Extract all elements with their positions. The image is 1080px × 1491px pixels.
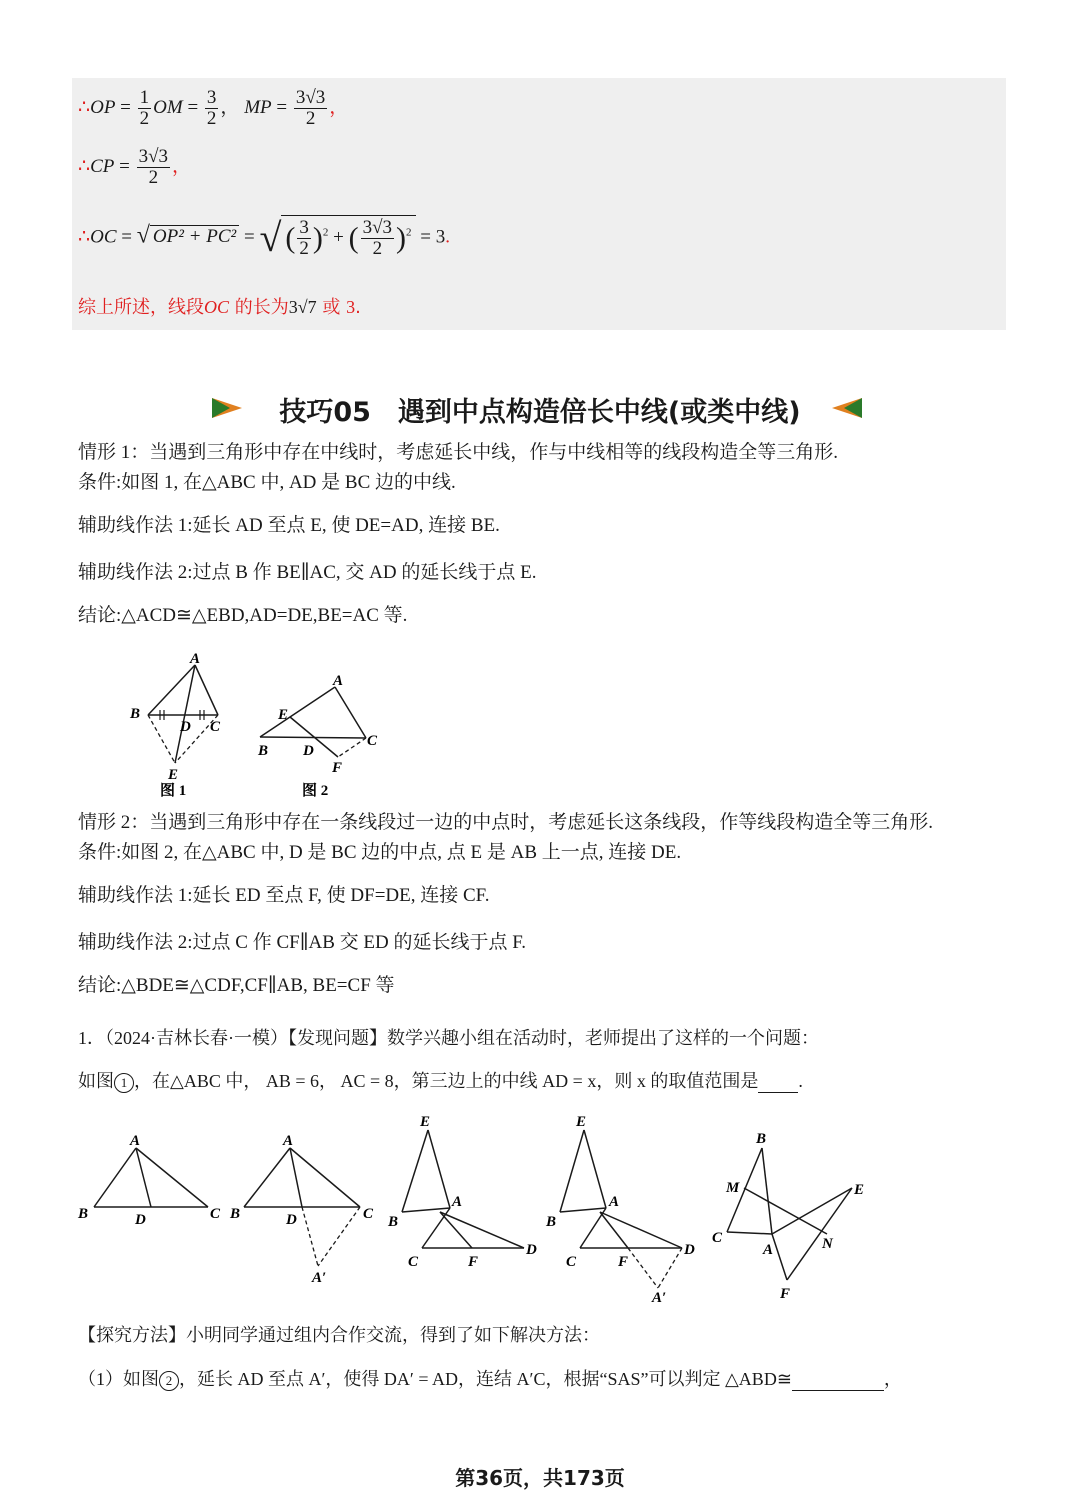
case2-method2: 辅助线作法 2:过点 C 作 CF∥AB 交 ED 的延长线于点 F.	[78, 932, 526, 953]
fig2-label-a: A	[333, 673, 344, 689]
fig1-label-d: D	[180, 719, 191, 735]
svg-text:D: D	[684, 1242, 695, 1258]
svg-text:C: C	[408, 1254, 419, 1270]
fig1-label-a: A	[190, 651, 201, 667]
case2-method1: 辅助线作法 1:延长 ED 至点 F, 使 DF=DE, 连接 CF.	[78, 885, 490, 906]
circle-number-2: 2	[159, 1371, 179, 1391]
problem-line-2: 如图 1 ，在△ABC 中， AB = 6， AC = 8，第三边上的中线 AD = x，则 x 的取值范围是 .	[78, 1071, 803, 1091]
case1-condition: 条件:如图 1, 在△ABC 中, AD 是 BC 边的中线.	[78, 472, 456, 493]
bottom-figure-5	[712, 1131, 864, 1302]
case1-method1: 辅助线作法 1:延长 AD 至点 E, 使 DE=AD, 连接 BE.	[78, 515, 500, 536]
page-footer: 第36页，共173页	[455, 1466, 625, 1490]
case1-method2: 辅助线作法 2:过点 B 作 BE∥AC, 交 AD 的延长线于点 E.	[78, 562, 537, 583]
figure-2	[257, 673, 378, 776]
case2-intro: 情形 2：当遇到三角形中存在一条线段过一边的中点时，考虑延长这条线段，作等线段构造全等三角形.	[78, 812, 934, 833]
fig1-label-c: C	[210, 719, 221, 735]
answer-blank-1[interactable]	[758, 1092, 798, 1093]
fig2-label-f: F	[332, 760, 343, 776]
problem-line-1: 1．（2024·吉林长春·一模）【发现问题】数学兴趣小组在活动时，老师提出了这样的一个问题：	[78, 1028, 819, 1048]
svg-text:B: B	[78, 1206, 89, 1222]
svg-text:E: E	[576, 1114, 587, 1130]
fig1-label-e: E	[168, 767, 179, 783]
svg-text:B: B	[230, 1206, 241, 1222]
svg-text:A: A	[130, 1133, 141, 1149]
svg-text:B: B	[756, 1131, 767, 1147]
svg-text:D: D	[286, 1212, 297, 1228]
svg-text:A: A	[609, 1194, 620, 1210]
svg-text:A′: A′	[312, 1270, 327, 1286]
svg-text:F: F	[618, 1254, 629, 1270]
svg-text:C: C	[712, 1230, 723, 1246]
bottom-figure-2	[229, 1133, 374, 1286]
solution-summary: 综上所述，线段OC 的长为3√7 或 3.	[78, 297, 361, 318]
arrow-left-icon	[830, 396, 864, 420]
case2-conclusion: 结论:△BDE≅△CDF,CF∥AB, BE=CF 等	[78, 975, 395, 996]
svg-text:C: C	[210, 1206, 221, 1222]
svg-text:A: A	[452, 1194, 463, 1210]
svg-text:F: F	[780, 1286, 791, 1302]
part-1: （1）如图 2 ，延长 AD 至点 A′，使得 DA′ = AD，连结 A′C，根据“SAS”可以判定 △ABD≅ ，	[78, 1369, 902, 1389]
svg-text:M: M	[726, 1180, 740, 1196]
solution-line-2: ∴CP = $\frac{3√3}{2}$ ，	[78, 146, 192, 188]
fig2-caption: 图 2	[302, 783, 329, 799]
fig1-label-b: B	[130, 706, 141, 722]
fig2-label-b: B	[258, 743, 269, 759]
explore-method: 【探究方法】小明同学通过组内合作交流，得到了如下解决方法：	[78, 1325, 600, 1345]
svg-text:F: F	[468, 1254, 479, 1270]
solution-line-1: ∴OP = $\frac{1}{2}$ OM = $\frac{3}{2}$ ， MP = $\frac{3√3}{2}$ ，	[78, 87, 349, 129]
case1-intro: 情形 1：当遇到三角形中存在中线时，考虑延长中线，作与中线相等的线段构造全等三角形.	[78, 442, 839, 463]
svg-text:E: E	[854, 1182, 865, 1198]
case2-condition: 条件:如图 2, 在△ABC 中, D 是 BC 边的中点, 点 E 是 AB 上一点, 连接 DE.	[78, 842, 682, 863]
bottom-figure-3	[387, 1114, 537, 1270]
fig1-caption: 图 1	[160, 783, 187, 799]
svg-text:E: E	[420, 1114, 431, 1130]
svg-text:C: C	[363, 1206, 374, 1222]
bottom-figure-1	[77, 1133, 221, 1228]
svg-text:B: B	[388, 1214, 399, 1230]
svg-text:A: A	[283, 1133, 294, 1149]
figure-1	[129, 651, 221, 783]
svg-text:D: D	[135, 1212, 146, 1228]
bottom-figure-4	[545, 1114, 695, 1306]
svg-text:D: D	[526, 1242, 537, 1258]
fig2-label-e: E	[278, 707, 289, 723]
svg-text:N: N	[822, 1236, 833, 1252]
svg-text:A′: A′	[652, 1290, 667, 1306]
solution-line-3: ∴OC = √ OP² + PC² = √ ( $\frac{3}{2}$ )$^2$ + ( $\frac{3√3}{2}$ )$^2$ = 3.	[78, 214, 451, 260]
section-title: 技巧05 遇到中点构造倍长中线(或类中线)	[279, 397, 801, 428]
fig2-label-c: C	[367, 733, 378, 749]
figures-bottom	[72, 1108, 992, 1308]
svg-text:B: B	[546, 1214, 557, 1230]
answer-blank-2[interactable]	[792, 1390, 884, 1391]
circle-number-1: 1	[114, 1073, 134, 1093]
case1-conclusion: 结论:△ACD≅△EBD,AD=DE,BE=AC 等.	[78, 605, 408, 626]
figures-top	[120, 645, 400, 805]
svg-text:A: A	[763, 1242, 774, 1258]
fig2-label-d: D	[303, 743, 314, 759]
svg-text:C: C	[566, 1254, 577, 1270]
